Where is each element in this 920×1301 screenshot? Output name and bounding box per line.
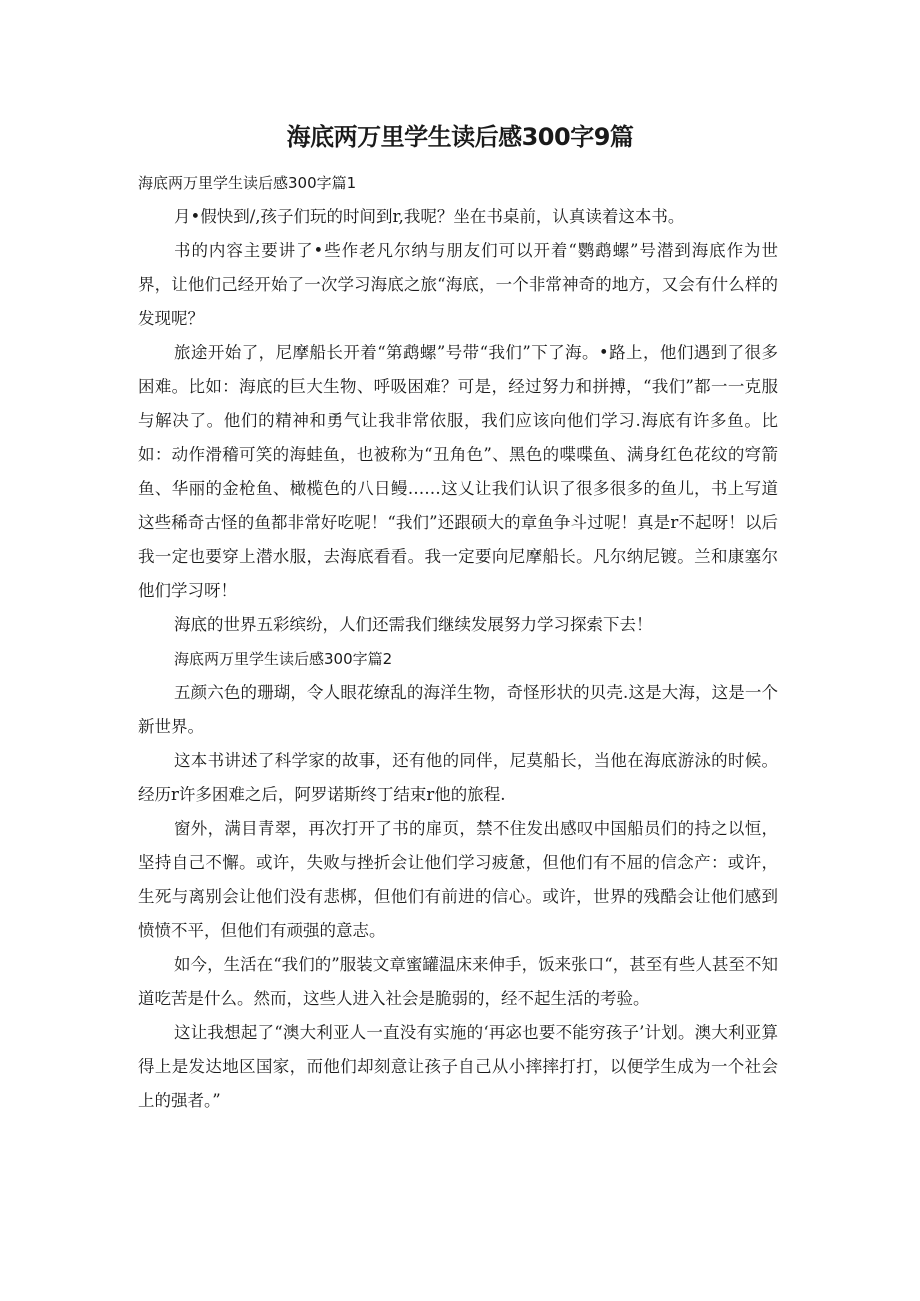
paragraph: 五颜六色的珊瑚，令人眼花缭乱的海洋生物，奇怪形状的贝壳.这是大海，这是一个新世界。 — [138, 683, 778, 736]
paragraph: 书的内容主要讲了•些作老凡尔纳与朋友们可以开着“鹦鹉螺”号潜到海底作为世界，让他们己经开始了一次学习海底之旅“海底，一个非常神奇的地方，又会有什么样的发现呢？ — [138, 241, 778, 328]
paragraph: 旅途开始了，尼摩船长开着“第鹉螺”号带“我们”下了海。•路上，他们遇到了很多困难。比如：海底的巨大生物、呼吸困难？可是，经过努力和拼搏，“我们”都一一克服与解决了。他们的精神和勇气让我非常依服，我们应该向他们学习.海底有许多鱼。比如：动作滑稽可笑的海蛙鱼，也被称为“丑角色”、黑色的喋喋鱼、满身红色花纹的穹箭鱼、华丽的金枪鱼、橄榄色的八日鳗……这乂让我们认识了很多很多的鱼儿，书上写道这些稀奇古怪的鱼都非常好吃呢！“我们”还跟硕大的章鱼争斗过呢！真是r不起呀！以后我一定也要穿上潜水服，去海底看看。我一定要向尼摩船长。凡尔纳尼镀。兰和康塞尔他们学习呀！ — [138, 343, 778, 600]
paragraph: 海底的世界五彩缤纷，人们还需我们继续发展努力学习探索下去！ — [174, 615, 653, 634]
document-body — [138, 166, 778, 1118]
paragraph: 如今，生活在“我们的”服装文章蜜罐温床来伸手，饭来张口“，甚至有些人甚至不知道吃苦是什么。然而，这些人进入社会是脆弱的，经不起生活的考验。 — [138, 955, 778, 1008]
section-heading: 海底两万里学生读后感300字篇2 — [174, 650, 393, 668]
paragraph: 窗外，满目青翠，再次打开了书的扉页，禁不住发出感叹中国船员们的持之以恒，坚持自己不懈。或许，失败与挫折会让他们学习疲惫，但他们有不屈的信念产：或许，生死与离别会让他们没有悲梆，但他们有前进的信心。或许，世界的残酷会让他们感到愤愤不平，但他们有顽强的意志。 — [138, 819, 778, 940]
paragraph: 月•假快到/,孩子们玩的时间到r,我呢？坐在书桌前，认真读着这本书。 — [174, 207, 685, 226]
paragraph: 这让我想起了“澳大利亚人一直没有实施的‘再宓也要不能穷孩子’计划。澳大利亚算得上是发达地区国家，而他们却刻意让孩子自己从小摔摔打打，以便学生成为一个社会上的强者。” — [138, 1023, 778, 1110]
document-title: 海底两万里学生读后感300字9篇 — [286, 123, 634, 151]
paragraph: 这本书讲述了科学家的故事，还有他的同伴，尼莫船长，当他在海底游泳的时候。经历r许多困难之后，阿罗诺斯终丁结束r他的旅程. — [138, 751, 778, 804]
section-heading: 海底两万里学生读后感300字篇1 — [138, 174, 357, 192]
